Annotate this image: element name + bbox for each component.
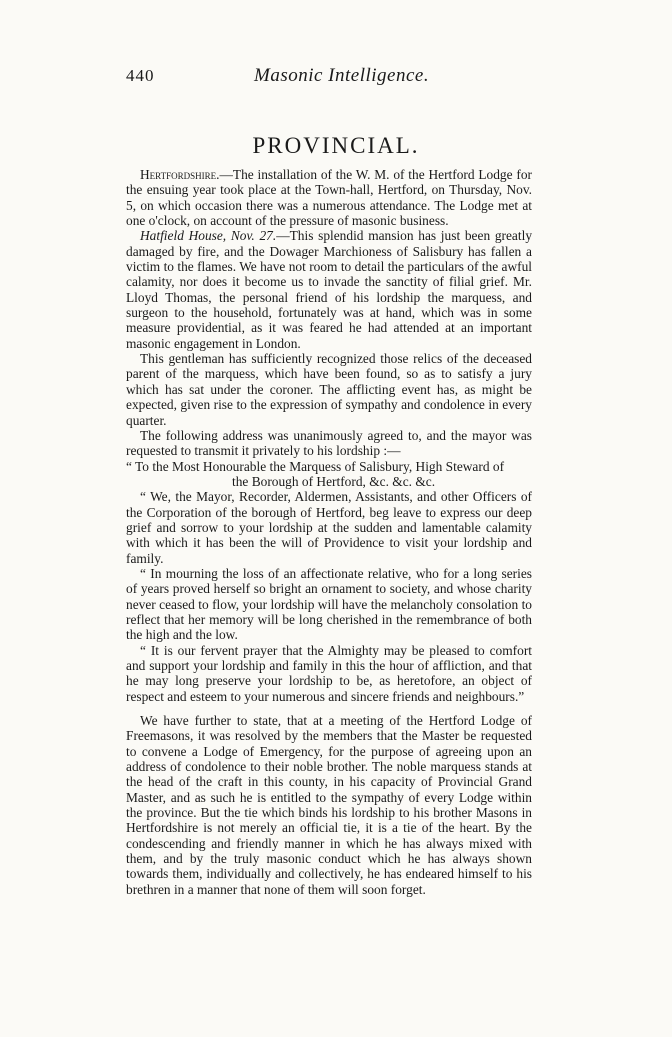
section-title: PROVINCIAL. (252, 133, 420, 158)
address-salutation (126, 459, 532, 490)
salutation-line: the Borough of Hertford, &c. &c. &c. (232, 473, 436, 489)
paragraph-lead: Hatfield House, Nov. 27. (140, 228, 277, 244)
article-body (126, 167, 532, 897)
paragraph-text: —The installation of the W. M. of the Hertford Lodge for the ensuing year took place at the Town-hall, Hertford, on Thursday, Nov. 5, on which occasion there was a numerous attendance. The Lodge met at one o'clock, on account of the pressure of masonic business. (126, 167, 532, 229)
paragraph-hatfield-house (126, 228, 532, 351)
running-title: Masonic Intelligence. (254, 65, 430, 86)
paragraph-lead: Hertfordshire. (140, 167, 220, 182)
paragraph-address-intro: The following address was unanimously agreed to, and the mayor was requested to transmit it privately to his lordship :— (126, 427, 532, 459)
paragraph-hertfordshire (126, 167, 532, 228)
running-head (0, 66, 672, 90)
paragraph-text: —This splendid mansion has just been greatly damaged by fire, and the Dowager Marchioness of Salisbury has fallen a victim to the flames. We have not room to detail the particulars of the awful calamity, nor does it become us to invade the sanctity of filial grief. Mr. Lloyd Thomas, the personal friend of his lordship the marquess, and surgeon to the household, fortunately was at hand, which was in some measure providential, as it was feared he had attended at an important masonic engagement in London. (126, 228, 533, 351)
paragraph-lodge-meeting: We have further to state, that at a meeting of the Hertford Lodge of Freemasons, it was resolved by the members that the Master be requested to convene a Lodge of Emergency, for the purpose of agreeing upon an address of condolence to their noble brother. The noble marquess stands at the head of the craft in this county, in his capacity of Provincial Grand Master, and as such he is entitled to the sympathy of every Lodge within the province. But the tie which binds his lordship to his brother Masons in Hertfordshire is not merely an official tie, it is a tie of the heart. By the condescending and friendly manner in which he has always mixed with them, and by the truly masonic conduct which he has always shown towards them, individually and collectively, he has endeared himself to his brethren in a manner that none of them will soon forget. (126, 713, 532, 897)
page-number: 440 (126, 66, 155, 85)
address-paragraph: “ In mourning the loss of an affectionate relative, who for a long series of years proved herself so bright an ornament to society, and whose charity never ceased to flow, your lordship will have the melancholy consolation to reflect that her memory will be long cherished in the remembrance of both the high and the low. (126, 565, 532, 643)
address-paragraph: “ We, the Mayor, Recorder, Aldermen, Assistants, and other Officers of the Corporation of the borough of Hertford, beg leave to express our deep grief and sorrow to your lordship at the sudden and lamentable calamity with which it has been the will of Providence to visit your lordship and family. (126, 489, 532, 566)
salutation-line: “ To the Most Honourable the Marquess of Salisbury, High Steward of (126, 458, 505, 474)
paragraph-gentleman: This gentleman has sufficiently recognized those relics of the deceased parent of the marquess, which have been found, so as to satisfy a jury which has sat under the coroner. The afflicting event has, as might be expected, given rise to the expression of sympathy and condolence in every quarter. (126, 351, 532, 428)
address-paragraph: “ It is our fervent prayer that the Almighty may be pleased to comfort and support your lordship and family in this the hour of affliction, and that he may long preserve your lordship to be, as heretofore, an object of respect and esteem to your numerous and sincere friends and neighbours.” (126, 642, 532, 704)
